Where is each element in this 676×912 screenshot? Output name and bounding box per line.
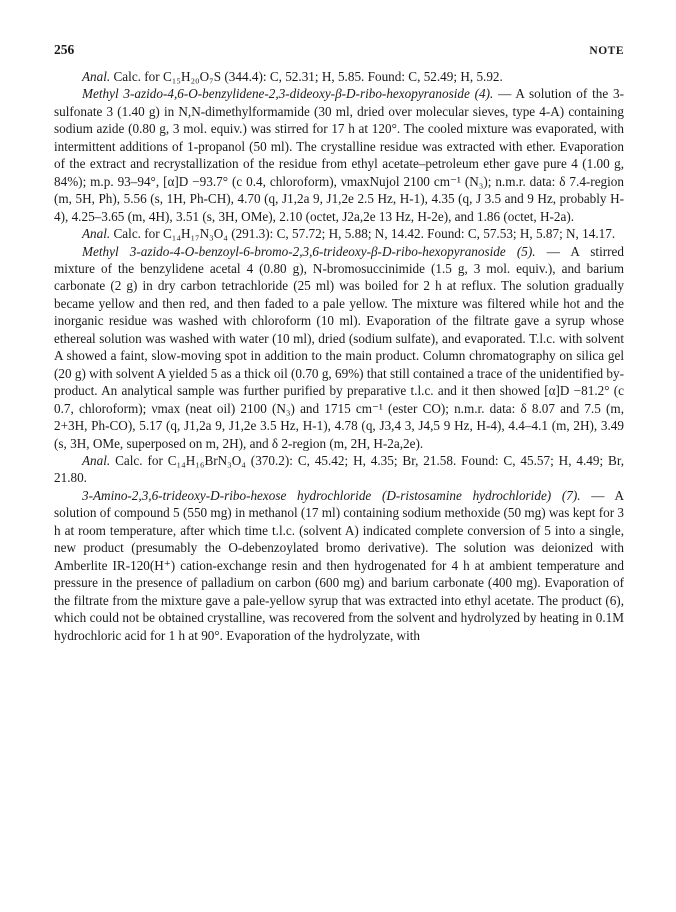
paragraph-lead: Anal. bbox=[82, 69, 111, 84]
body-text bbox=[54, 68, 624, 644]
compound-title: Methyl 3-azido-4,6-O-benzylidene-2,3-dideoxy-β-D-ribo-hexopyranoside (4). bbox=[82, 86, 494, 102]
paragraph-lead: Anal. bbox=[82, 452, 111, 468]
paragraph-analysis-2 bbox=[54, 225, 624, 242]
section-label: NOTE bbox=[589, 45, 624, 57]
journal-page bbox=[54, 42, 624, 644]
paragraph-text: — A stirred mixture of the benzylidene acetal 4 (0.80 g), N-bromosuccinimide (1.5 g, 3 mol. equiv.), and barium carbonate (2 g) in dry carbon tetrachloride (25 ml) was boiled for 2 h at reflux. The solution gradually became yellow and then red, and then faded to a pale yellow. The mixture was filtered while hot and the inorganic residue was washed with chloroform (10 ml). Evaporation of the filtrate gave a syrup whose ethereal solution was washed with water (10 ml), dried (sodium sulfate), and evaporated. T.l.c. with solvent A showed a faint, slow-moving spot in addition to the main product. Column chromatography on silica gel (20 g) with solvent A yielded 5 as a thick oil (0.70 g, 69%) that still contained a trace of the unidentified by-product. An analytical sample was further purified by preparative t.l.c. and it then showed [α]D −81.2° (c 0.7, chloroform); νmax (neat oil) 2100 (N₃) and 1715 cm⁻¹ (ester CO); n.m.r. data: δ 8.07 and 7.5 (m, 2+3H, Ph-CO), 5.17 (q, J1,2a 9, J1,2e 3.5 Hz, H-1), 4.78 (q, J3,4 3, J4,5 9 Hz, H-4), 4.4–4.1 (m, 2H), 3.49 (s, 3H, OMe, superposed on m, 2H), and δ 2-region (m, 2H, H-2a,2e). bbox=[54, 243, 624, 451]
paragraph-analysis-3 bbox=[54, 452, 624, 487]
paragraph-text: — A solution of the 3-sulfonate 3 (1.40 g) in N,N-dimethylformamide (30 ml, dried over molecular sieves, type 4-A) containing sodium azide (0.80 g, 3 mol. equiv.) was stirred for 17 h at 120°. The cooled mixture was evaporated, with intermittent additions of 1-propanol (50 ml). The crystalline residue was extracted with ether. Evaporation of the extract and recrystallization of the residue from ethyl acetate–petroleum ether gave pure 4 (1.00 g, 84%); m.p. 93–94°, [α]D −93.7° (c 0.4, chloroform), νmaxNujol 2100 cm⁻¹ (N₃); n.m.r. data: δ 7.4-region (m, 5H, Ph), 5.56 (s, 1H, Ph-CH), 4.70 (q, J1,2a 9, J1,2e 2.5 Hz, H-1), 4.35 (q, J 3.5 and 9 Hz, probably H-4), 4.25–3.65 (m, 4H), 3.51 (s, 3H, OMe), 2.10 (octet, J2a,2e 13 Hz, H-2e), and 1.86 (octet, H-2a). bbox=[54, 86, 624, 224]
paragraph-text: Calc. for C₁₄H₁₇N₃O₄ (291.3): C, 57.72; H, 5.88; N, 14.42. Found: C, 57.53; H, 5.87; N, 14.17. bbox=[110, 226, 616, 242]
paragraph-lead: Anal. bbox=[82, 226, 111, 242]
running-header bbox=[54, 42, 624, 58]
paragraph-compound-7 bbox=[54, 487, 624, 644]
paragraph-text: — A solution of compound 5 (550 mg) in methanol (17 ml) containing sodium methoxide (50 mg) was kept for 3 h at room temperature, after which time t.l.c. (solvent A) indicated complete conversion of 5 into a single, new product (presumably the O-debenzoylated bromo derivative). The solution was deionized with Amberlite IR-120(H⁺) cation-exchange resin and then hydrogenated for 4 h at ambient temperature and pressure in the presence of palladium on carbon (600 mg) and barium carbonate (400 mg). Evaporation of the filtrate from the mixture gave a pale-yellow syrup that was extracted into ethyl acetate. The product (6), which could not be obtained crystalline, was recovered from the solvent and hydrolyzed by heating in 0.1M hydrochloric acid for 1 h at 90°. Evaporation of the hydrolyzate, with bbox=[54, 487, 624, 643]
paragraph-compound-5 bbox=[54, 243, 624, 452]
page-number: 256 bbox=[54, 42, 75, 57]
paragraph-compound-4 bbox=[54, 85, 624, 225]
compound-title: Methyl 3-azido-4-O-benzoyl-6-bromo-2,3,6-trideoxy-β-D-ribo-hexopyranoside (5). bbox=[82, 243, 536, 259]
paragraph-analysis-1 bbox=[54, 68, 624, 85]
compound-title: 3-Amino-2,3,6-trideoxy-D-ribo-hexose hydrochloride (D-ristosamine hydrochloride) (7). bbox=[82, 487, 581, 503]
paragraph-text: Calc. for C₁₅H₂₀O₇S (344.4): C, 52.31; H, 5.85. Found: C, 52.49; H, 5.92. bbox=[110, 69, 503, 84]
paragraph-text: Calc. for C₁₄H₁₆BrN₃O₄ (370.2): C, 45.42; H, 4.35; Br, 21.58. Found: C, 45.57; H, 4.49; Br, 21.80. bbox=[54, 452, 624, 486]
